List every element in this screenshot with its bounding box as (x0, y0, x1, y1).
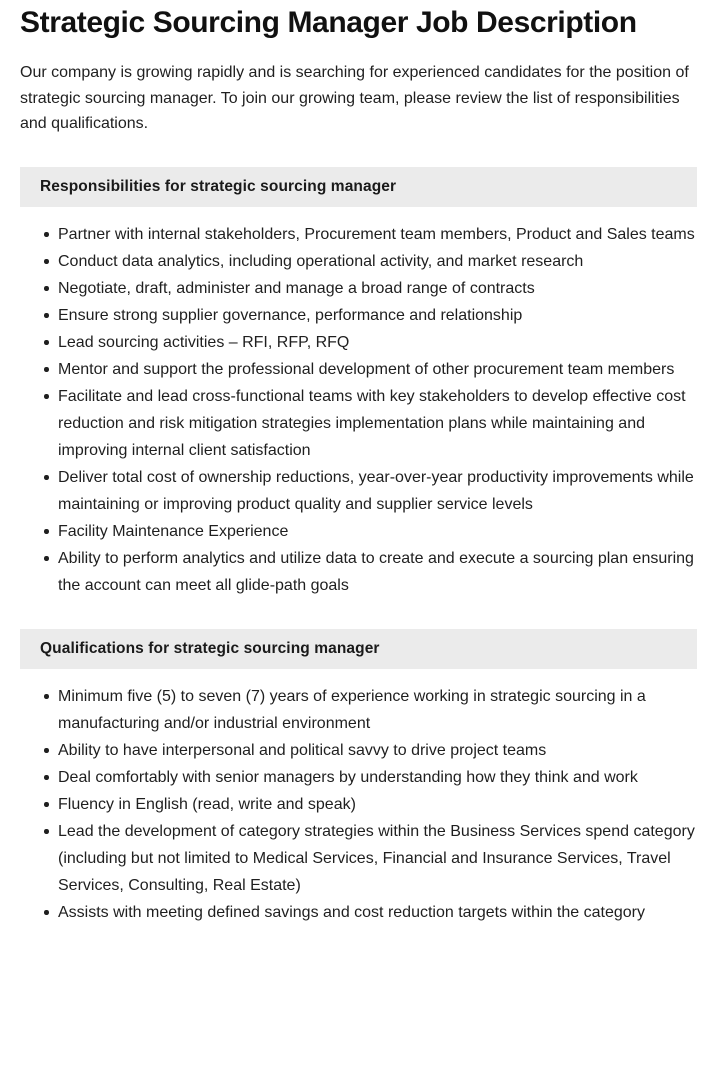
list-item: Ability to have interpersonal and political savvy to drive project teams (20, 737, 698, 764)
section-header-label: Qualifications for strategic sourcing manager (40, 639, 380, 657)
list-item: Facilitate and lead cross-functional teams with key stakeholders to develop effective cost reduction and risk mitigation strategies implementation plans while maintaining and improving internal client satisfaction (20, 383, 698, 464)
section-qualifications (0, 629, 720, 926)
list-item: Conduct data analytics, including operational activity, and market research (20, 248, 698, 275)
list-item: Negotiate, draft, administer and manage a broad range of contracts (20, 275, 698, 302)
qualifications-list (0, 669, 720, 926)
section-header-label: Responsibilities for strategic sourcing manager (40, 177, 397, 195)
list-item: Lead sourcing activities – RFI, RFP, RFQ (20, 329, 698, 356)
list-item: Ensure strong supplier governance, performance and relationship (20, 302, 698, 329)
list-item: Facility Maintenance Experience (20, 518, 698, 545)
list-item: Ability to perform analytics and utilize data to create and execute a sourcing plan ensuring the account can meet all glide-path goals (20, 545, 698, 599)
intro-paragraph: Our company is growing rapidly and is searching for experienced candidates for the position of strategic sourcing manager. To join our growing team, please review the list of responsibilities and qualifications. (20, 64, 689, 132)
list-item: Minimum five (5) to seven (7) years of experience working in strategic sourcing in a manufacturing and/or industrial environment (20, 683, 698, 737)
list-item: Assists with meeting defined savings and cost reduction targets within the category (20, 899, 698, 926)
responsibilities-list (0, 207, 720, 599)
list-item: Mentor and support the professional development of other procurement team members (20, 356, 698, 383)
list-item: Lead the development of category strategies within the Business Services spend category (including but not limited to Medical Services, Financial and Insurance Services, Travel Services, Consulting, Real Estate) (20, 818, 698, 899)
section-header-qualifications (20, 629, 697, 669)
section-responsibilities (0, 167, 720, 599)
list-item: Partner with internal stakeholders, Procurement team members, Product and Sales teams (20, 221, 698, 248)
section-header-responsibilities (20, 167, 697, 207)
page-title: Strategic Sourcing Manager Job Description (20, 6, 637, 39)
list-item: Deal comfortably with senior managers by understanding how they think and work (20, 764, 698, 791)
list-item: Fluency in English (read, write and speak) (20, 791, 698, 818)
list-item: Deliver total cost of ownership reductions, year-over-year productivity improvements while maintaining or improving product quality and supplier service levels (20, 464, 698, 518)
